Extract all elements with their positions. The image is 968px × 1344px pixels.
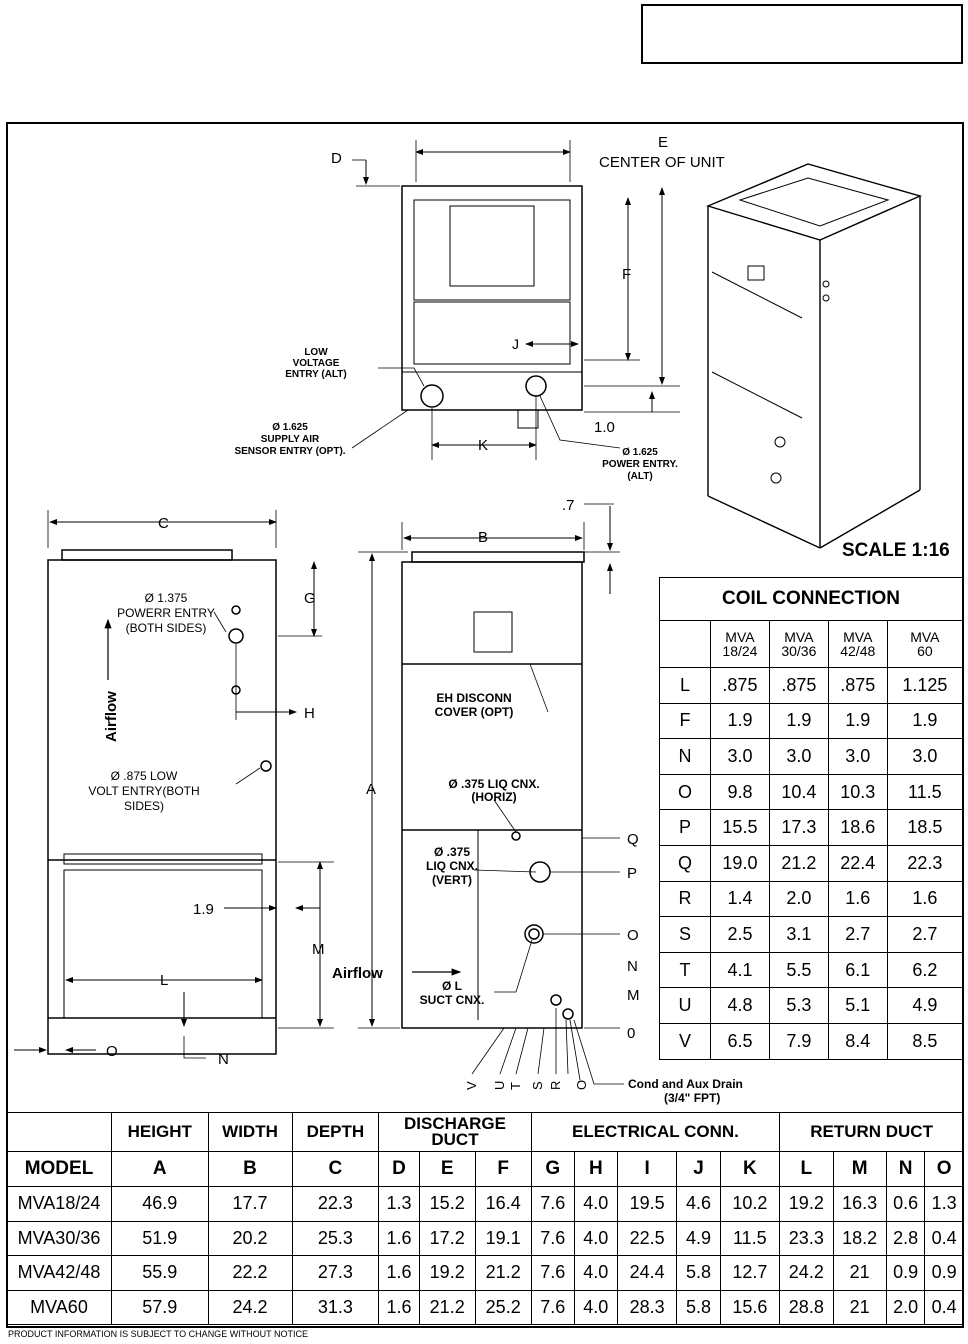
spec-cell: 24.2 bbox=[208, 1290, 292, 1325]
spec-col-header: M bbox=[833, 1152, 886, 1187]
spec-cell: 15.6 bbox=[720, 1290, 780, 1325]
spec-model-cell: MVA60 bbox=[7, 1290, 112, 1325]
spec-cell: 19.1 bbox=[475, 1221, 531, 1256]
spec-cell: 21.2 bbox=[475, 1256, 531, 1291]
liq-horiz-line2: (HORIZ) bbox=[471, 790, 517, 804]
coil-cell: 10.4 bbox=[769, 774, 828, 810]
spec-col-header: J bbox=[677, 1152, 720, 1187]
coil-cell: 1.6 bbox=[828, 881, 887, 917]
spec-col-header: D bbox=[379, 1152, 419, 1187]
spec-col-header: A bbox=[112, 1152, 209, 1187]
coil-row-label: S bbox=[660, 917, 711, 953]
coil-row bbox=[660, 952, 963, 988]
dim-e-label: E bbox=[658, 134, 669, 151]
coil-cell: 22.4 bbox=[828, 845, 887, 881]
coil-cell: 3.1 bbox=[769, 917, 828, 953]
liq-horiz-line1: Ø .375 LIQ CNX. bbox=[448, 777, 540, 791]
spec-cell: 4.0 bbox=[574, 1221, 617, 1256]
side-power-entry-line2: POWERR ENTRY bbox=[117, 606, 215, 620]
spec-row bbox=[7, 1290, 964, 1325]
spec-cell: 7.6 bbox=[531, 1256, 574, 1291]
coil-row bbox=[660, 739, 963, 775]
spec-row bbox=[7, 1221, 964, 1256]
spec-col-header: C bbox=[292, 1152, 379, 1187]
spec-cell: 0.9 bbox=[925, 1256, 964, 1291]
spec-group-discharge: DISCHARGE DUCT bbox=[379, 1113, 531, 1152]
dim-n-label: N bbox=[218, 1051, 229, 1068]
coil-cell: 2.7 bbox=[828, 917, 887, 953]
spec-model-cell: MVA18/24 bbox=[7, 1187, 112, 1222]
spec-cell: 57.9 bbox=[112, 1290, 209, 1325]
low-voltage-line3: ENTRY (ALT) bbox=[285, 369, 347, 380]
side-power-entry-line3: (BOTH SIDES) bbox=[125, 621, 207, 635]
coil-cell: 18.6 bbox=[828, 810, 887, 846]
coil-table-title: COIL CONNECTION bbox=[660, 578, 963, 621]
spec-cell: 21 bbox=[833, 1256, 886, 1291]
spec-cell: 28.8 bbox=[780, 1290, 833, 1325]
front-airflow-label: Airflow bbox=[332, 965, 383, 982]
coil-connection-table bbox=[659, 577, 963, 1060]
footer-notice: PRODUCT INFORMATION IS SUBJECT TO CHANGE WITHOUT NOTICE bbox=[8, 1329, 309, 1339]
side-low-volt-line1: Ø .875 LOW bbox=[110, 769, 178, 783]
model-dimensions-table bbox=[6, 1112, 964, 1325]
spec-cell: 19.2 bbox=[780, 1187, 833, 1222]
spec-row bbox=[7, 1256, 964, 1291]
spec-cell: 25.2 bbox=[475, 1290, 531, 1325]
coil-cell: 4.8 bbox=[711, 988, 770, 1024]
coil-cell: 6.1 bbox=[828, 952, 887, 988]
dim-l-label: L bbox=[160, 972, 169, 989]
coil-row bbox=[660, 988, 963, 1024]
spec-cell: 31.3 bbox=[292, 1290, 379, 1325]
ref-o-bottom-label: O bbox=[574, 1079, 589, 1090]
dim-m-label: M bbox=[312, 941, 325, 958]
coil-row bbox=[660, 917, 963, 953]
ref-v-label: V bbox=[464, 1081, 479, 1090]
spec-cell: 18.2 bbox=[833, 1221, 886, 1256]
spec-cell: 2.8 bbox=[886, 1221, 925, 1256]
coil-cell: 15.5 bbox=[711, 810, 770, 846]
spec-cell: 1.3 bbox=[925, 1187, 964, 1222]
liq-vert-line2: LIQ CNX. bbox=[425, 859, 479, 873]
spec-cell: 55.9 bbox=[112, 1256, 209, 1291]
coil-cell: 11.5 bbox=[887, 774, 962, 810]
spec-row bbox=[7, 1187, 964, 1222]
coil-row-label: O bbox=[660, 774, 711, 810]
spec-cell: 11.5 bbox=[720, 1221, 780, 1256]
coil-cell: .875 bbox=[769, 668, 828, 704]
coil-row-label: P bbox=[660, 810, 711, 846]
coil-header-blank bbox=[660, 621, 711, 668]
coil-cell: 5.3 bbox=[769, 988, 828, 1024]
spec-header-blank bbox=[7, 1113, 112, 1152]
spec-cell: 12.7 bbox=[720, 1256, 780, 1291]
coil-cell: 2.0 bbox=[769, 881, 828, 917]
spec-cell: 25.3 bbox=[292, 1221, 379, 1256]
spec-model-cell: MVA42/48 bbox=[7, 1256, 112, 1291]
coil-cell: 3.0 bbox=[711, 739, 770, 775]
spec-group-depth: DEPTH bbox=[292, 1113, 379, 1152]
spec-col-header: B bbox=[208, 1152, 292, 1187]
coil-row bbox=[660, 810, 963, 846]
spec-cell: 1.6 bbox=[379, 1256, 419, 1291]
coil-col-header: MVA 30/36 bbox=[769, 621, 828, 668]
spec-cell: 1.3 bbox=[379, 1187, 419, 1222]
spec-cell: 46.9 bbox=[112, 1187, 209, 1222]
cond-drain-line1: Cond and Aux Drain bbox=[628, 1077, 743, 1091]
ref-u-label: U bbox=[492, 1080, 507, 1090]
spec-cell: 16.3 bbox=[833, 1187, 886, 1222]
spec-cell: 27.3 bbox=[292, 1256, 379, 1291]
dim-f-label: F bbox=[622, 266, 632, 283]
dim-0-7-label: .7 bbox=[562, 497, 575, 514]
spec-cell: 28.3 bbox=[617, 1290, 677, 1325]
coil-row-label: T bbox=[660, 952, 711, 988]
coil-col-header: MVA 60 bbox=[887, 621, 962, 668]
coil-cell: 6.2 bbox=[887, 952, 962, 988]
coil-cell: 1.4 bbox=[711, 881, 770, 917]
dim-c-label: C bbox=[158, 515, 169, 532]
liq-vert-line1: Ø .375 bbox=[433, 845, 471, 859]
power-entry-alt-line2: POWER ENTRY. bbox=[602, 459, 678, 470]
spec-cell: 4.0 bbox=[574, 1256, 617, 1291]
coil-cell: 8.5 bbox=[887, 1023, 962, 1059]
coil-cell: 4.1 bbox=[711, 952, 770, 988]
ref-n-label: N bbox=[627, 958, 638, 975]
spec-cell: 1.6 bbox=[379, 1221, 419, 1256]
coil-row bbox=[660, 668, 963, 704]
coil-cell: 10.3 bbox=[828, 774, 887, 810]
coil-cell: 19.0 bbox=[711, 845, 770, 881]
side-airflow-label: Airflow bbox=[103, 691, 120, 742]
ref-t-label: T bbox=[508, 1082, 523, 1090]
coil-cell: 7.9 bbox=[769, 1023, 828, 1059]
coil-cell: 18.5 bbox=[887, 810, 962, 846]
spec-cell: 21.2 bbox=[419, 1290, 475, 1325]
spec-model-cell: MVA30/36 bbox=[7, 1221, 112, 1256]
spec-cell: 1.6 bbox=[379, 1290, 419, 1325]
spec-cell: 10.2 bbox=[720, 1187, 780, 1222]
spec-col-header: MODEL bbox=[7, 1152, 112, 1187]
spec-cell: 17.2 bbox=[419, 1221, 475, 1256]
eh-disconn-line1: EH DISCONN bbox=[436, 691, 512, 705]
spec-cell: 4.6 bbox=[677, 1187, 720, 1222]
spec-cell: 51.9 bbox=[112, 1221, 209, 1256]
spec-cell: 17.7 bbox=[208, 1187, 292, 1222]
coil-cell: 6.5 bbox=[711, 1023, 770, 1059]
dim-k-label: K bbox=[478, 437, 489, 454]
spec-cell: 4.0 bbox=[574, 1187, 617, 1222]
spec-col-header: N bbox=[886, 1152, 925, 1187]
coil-row bbox=[660, 1023, 963, 1059]
top-view bbox=[352, 140, 680, 460]
cond-drain-line2: (3/4" FPT) bbox=[664, 1091, 721, 1105]
dim-j-label: J bbox=[512, 336, 519, 352]
coil-row-label: F bbox=[660, 703, 711, 739]
spec-cell: 22.5 bbox=[617, 1221, 677, 1256]
spec-cell: 0.4 bbox=[925, 1290, 964, 1325]
spec-cell: 20.2 bbox=[208, 1221, 292, 1256]
spec-col-header: K bbox=[720, 1152, 780, 1187]
spec-col-header: L bbox=[780, 1152, 833, 1187]
coil-cell: 1.9 bbox=[887, 703, 962, 739]
ref-p-label: P bbox=[627, 865, 638, 882]
sensor-entry-line1: Ø 1.625 bbox=[272, 422, 308, 433]
coil-cell: 1.9 bbox=[828, 703, 887, 739]
ref-q-label: Q bbox=[627, 831, 639, 848]
spec-cell: 0.4 bbox=[925, 1221, 964, 1256]
dim-h-label: H bbox=[304, 705, 315, 722]
coil-cell: 2.5 bbox=[711, 917, 770, 953]
coil-row-label: V bbox=[660, 1023, 711, 1059]
spec-cell: 23.3 bbox=[780, 1221, 833, 1256]
dim-a-label: A bbox=[366, 781, 377, 798]
low-voltage-line1: LOW bbox=[304, 347, 328, 358]
coil-col-header: MVA 18/24 bbox=[711, 621, 770, 668]
ref-s-label: S bbox=[530, 1081, 545, 1090]
coil-row bbox=[660, 845, 963, 881]
side-power-entry-line1: Ø 1.375 bbox=[144, 591, 188, 605]
spec-col-header: G bbox=[531, 1152, 574, 1187]
side-low-volt-line2: VOLT ENTRY(BOTH bbox=[88, 784, 200, 798]
coil-row-label: U bbox=[660, 988, 711, 1024]
coil-cell: 5.1 bbox=[828, 988, 887, 1024]
spec-group-width: WIDTH bbox=[208, 1113, 292, 1152]
spec-col-header: E bbox=[419, 1152, 475, 1187]
dim-b-label: B bbox=[478, 529, 489, 546]
coil-row bbox=[660, 703, 963, 739]
ref-r-label: R bbox=[548, 1080, 563, 1090]
coil-cell: 17.3 bbox=[769, 810, 828, 846]
coil-cell: 4.9 bbox=[887, 988, 962, 1024]
center-of-unit-label: CENTER OF UNIT bbox=[599, 154, 725, 171]
sensor-entry-line3: SENSOR ENTRY (OPT). bbox=[234, 446, 346, 457]
coil-cell: 3.0 bbox=[887, 739, 962, 775]
dim-o-label: O bbox=[106, 1043, 118, 1060]
dim-1-0-label: 1.0 bbox=[594, 419, 615, 436]
liq-vert-line3: (VERT) bbox=[432, 873, 472, 887]
spec-cell: 5.8 bbox=[677, 1256, 720, 1291]
coil-row-label: L bbox=[660, 668, 711, 704]
spec-col-header: H bbox=[574, 1152, 617, 1187]
spec-cell: 15.2 bbox=[419, 1187, 475, 1222]
spec-cell: 5.8 bbox=[677, 1290, 720, 1325]
spec-cell: 7.6 bbox=[531, 1290, 574, 1325]
sensor-entry-line2: SUPPLY AIR bbox=[260, 434, 320, 445]
spec-cell: 22.2 bbox=[208, 1256, 292, 1291]
spec-group-height: HEIGHT bbox=[112, 1113, 209, 1152]
ref-m-label: M bbox=[627, 987, 640, 1004]
coil-cell: 1.9 bbox=[711, 703, 770, 739]
coil-cell: .875 bbox=[711, 668, 770, 704]
power-entry-alt-line3: (ALT) bbox=[627, 471, 653, 482]
spec-cell: 0.9 bbox=[886, 1256, 925, 1291]
spec-cell: 24.2 bbox=[780, 1256, 833, 1291]
suct-cnx-line1: Ø L bbox=[442, 979, 462, 993]
coil-cell: 2.7 bbox=[887, 917, 962, 953]
suct-cnx-line2: SUCT CNX. bbox=[419, 993, 485, 1007]
low-voltage-line2: VOLTAGE bbox=[292, 358, 340, 369]
spec-group-return: RETURN DUCT bbox=[780, 1113, 964, 1152]
coil-row-label: Q bbox=[660, 845, 711, 881]
coil-row-label: N bbox=[660, 739, 711, 775]
coil-cell: 5.5 bbox=[769, 952, 828, 988]
spec-cell: 7.6 bbox=[531, 1221, 574, 1256]
side-low-volt-line3: SIDES) bbox=[123, 799, 165, 813]
dim-d-label: D bbox=[331, 150, 342, 167]
coil-cell: 1.125 bbox=[887, 668, 962, 704]
coil-cell: 8.4 bbox=[828, 1023, 887, 1059]
ref-0-label: 0 bbox=[627, 1025, 636, 1042]
spec-col-header: F bbox=[475, 1152, 531, 1187]
spec-cell: 16.4 bbox=[475, 1187, 531, 1222]
coil-cell: .875 bbox=[828, 668, 887, 704]
spec-cell: 24.4 bbox=[617, 1256, 677, 1291]
isometric-view bbox=[708, 164, 920, 548]
coil-row bbox=[660, 774, 963, 810]
spec-cell: 2.0 bbox=[886, 1290, 925, 1325]
coil-cell: 22.3 bbox=[887, 845, 962, 881]
power-entry-alt-line1: Ø 1.625 bbox=[622, 447, 658, 458]
spec-group-electrical: ELECTRICAL CONN. bbox=[531, 1113, 779, 1152]
spec-col-header: I bbox=[617, 1152, 677, 1187]
coil-cell: 9.8 bbox=[711, 774, 770, 810]
spec-cell: 21 bbox=[833, 1290, 886, 1325]
spec-cell: 19.5 bbox=[617, 1187, 677, 1222]
coil-cell: 1.9 bbox=[769, 703, 828, 739]
coil-cell: 21.2 bbox=[769, 845, 828, 881]
coil-row-label: R bbox=[660, 881, 711, 917]
spec-cell: 4.0 bbox=[574, 1290, 617, 1325]
dim-g-label: G bbox=[304, 590, 316, 607]
ref-o-label: O bbox=[627, 927, 639, 944]
scale-label: SCALE 1:16 bbox=[842, 540, 950, 561]
coil-row bbox=[660, 881, 963, 917]
spec-cell: 7.6 bbox=[531, 1187, 574, 1222]
coil-cell: 3.0 bbox=[769, 739, 828, 775]
spec-cell: 0.6 bbox=[886, 1187, 925, 1222]
spec-col-header: O bbox=[925, 1152, 964, 1187]
spec-cell: 4.9 bbox=[677, 1221, 720, 1256]
spec-cell: 22.3 bbox=[292, 1187, 379, 1222]
coil-col-header: MVA 42/48 bbox=[828, 621, 887, 668]
coil-cell: 3.0 bbox=[828, 739, 887, 775]
dim-1-9-label: 1.9 bbox=[193, 901, 214, 918]
eh-disconn-line2: COVER (OPT) bbox=[434, 705, 514, 719]
coil-cell: 1.6 bbox=[887, 881, 962, 917]
spec-cell: 19.2 bbox=[419, 1256, 475, 1291]
